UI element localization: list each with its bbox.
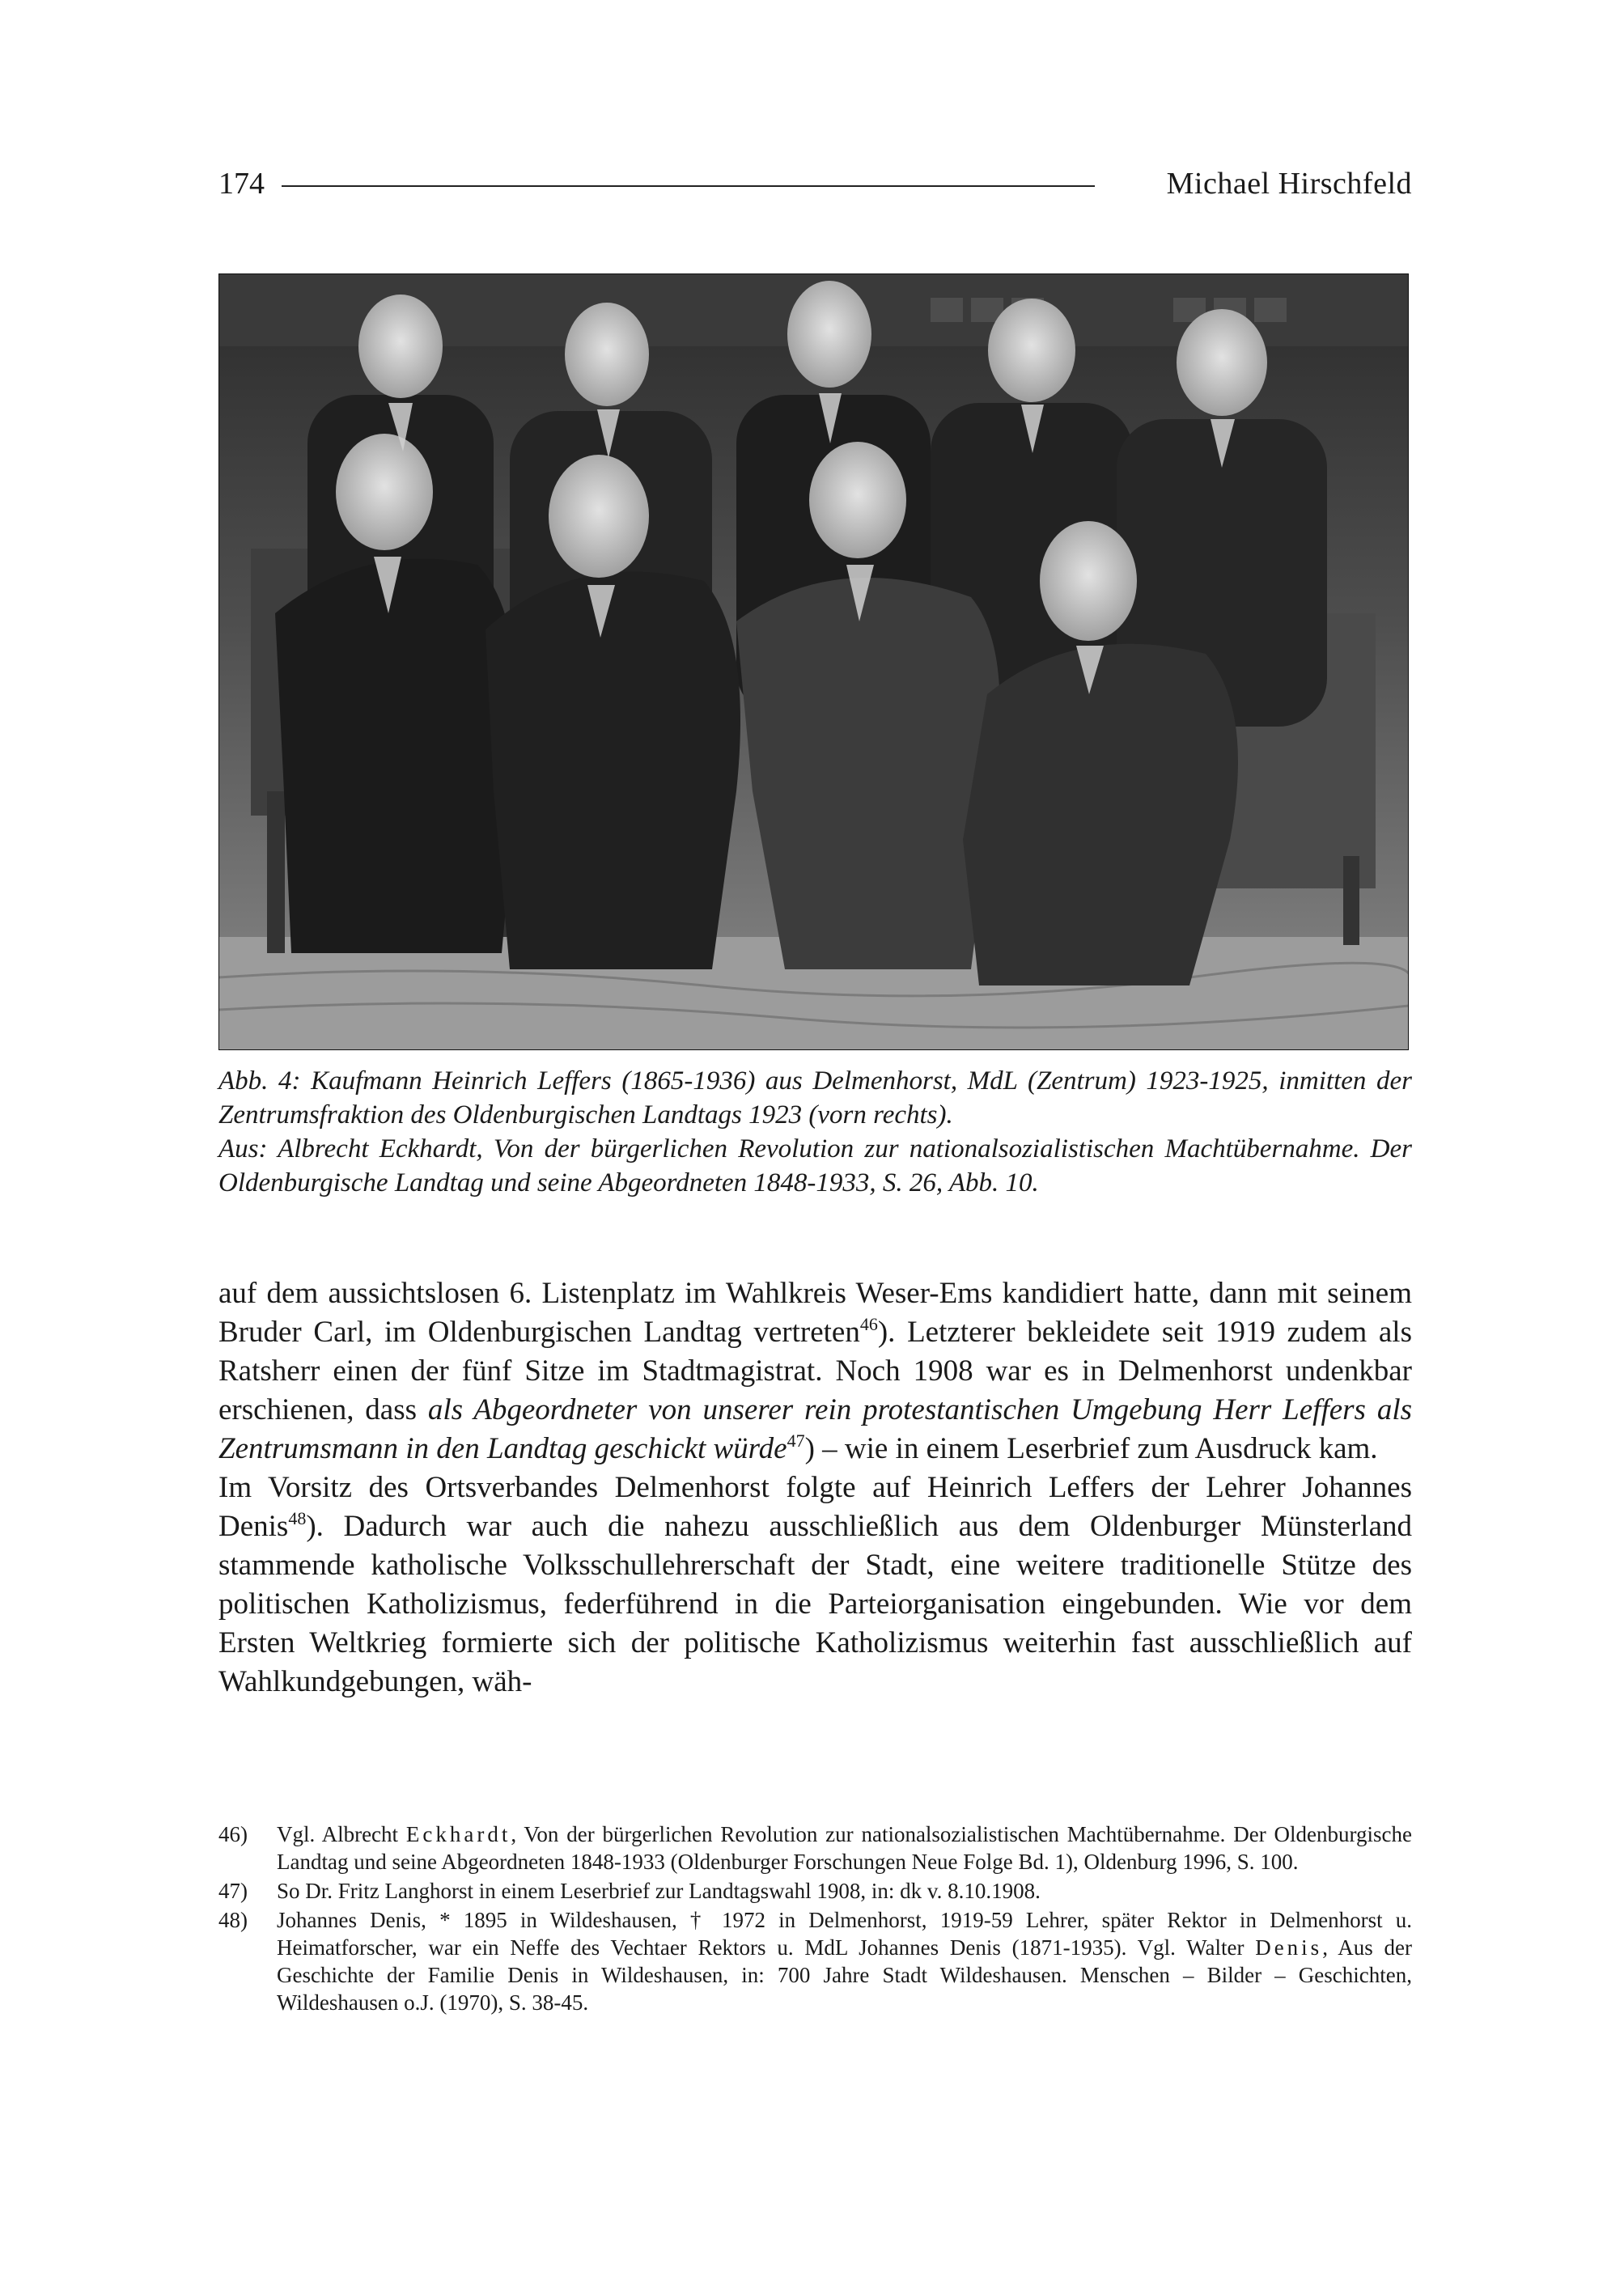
- footnote-ref-48: 48: [288, 1508, 307, 1528]
- paragraph-2: Im Vorsitz des Ortsverbandes Delmenhorst folgte auf Heinrich Leffers der Lehrer Johannes Denis$^{48}$). Dadurch war auch die nahezu ausschließlich aus dem Oldenburger Münsterland stammende katholische Volksschullehrerschaft der Stadt, eine weitere traditionelle Stütze des politischen Katholizismus, federführend in die Parteiorganisation eingebunden. Wie vor dem Ersten Weltkrieg formierte sich der politische Katholizismus weiterhin fast ausschließlich auf Wahlkundgebungen, wäh-: [218, 1471, 1412, 1698]
- footnote-47: 47) So Dr. Fritz Langhorst in einem Leserbrief zur Landtagswahl 1908, in: dk v. 8.10.1908.: [218, 1879, 1041, 1903]
- footnote-46: 46) Vgl. Albrecht Eckhardt, Von der bürgerlichen Revolution zur nationalsozialistischen Machtübernahme. Der Oldenburgische Landtag und seine Abgeordneten 1848-1933 (Oldenburger Forschungen Neue Folge Bd. 1), Oldenburg 1996, S. 100.: [218, 1822, 1412, 1874]
- footnotes: [218, 1820, 1412, 2018]
- running-header: [218, 166, 1412, 211]
- footnote-ref-46: 46: [859, 1314, 878, 1334]
- page-number: 174: [218, 167, 265, 201]
- footnote-ref-47: 47: [787, 1430, 805, 1451]
- body-text: [218, 1274, 1412, 1702]
- running-head-author: Michael Hirschfeld: [1166, 167, 1412, 201]
- footnote-48: 48) Johannes Denis, * 1895 in Wildeshausen, † 1972 in Delmenhorst, 1919-59 Lehrer, später Rektor in Delmenhorst u. Heimatforscher, war ein Neffe des Vechtaer Rektors u. MdL Johannes Denis (1871-1935). Vgl. Walter Denis, Aus der Geschichte der Familie Denis in Wildeshausen, in: 700 Jahre Stadt Wildeshausen. Menschen – Bilder – Geschichten, Wildeshausen o.J. (1970), S. 38-45.: [218, 1908, 1412, 2015]
- footnote-number: 46): [218, 1822, 248, 1846]
- group-photo: [218, 273, 1409, 1050]
- quotation: als Abgeordneter von unserer rein protestantischen Umgebung Herr Leffers als Zentrumsmann in den Landtag geschickt würde: [218, 1393, 1412, 1465]
- figure-caption: [218, 1064, 1412, 1200]
- footnote-number: 47): [218, 1879, 248, 1903]
- group-photo-image: [218, 273, 1409, 1050]
- caption-description: Abb. 4: Kaufmann Heinrich Leffers (1865-1936) aus Delmenhorst, MdL (Zentrum) 1923-1925, inmitten der Zentrumsfraktion des Oldenburgischen Landtags 1923 (vorn rechts).: [218, 1066, 1412, 1130]
- paragraph-1: auf dem aussichtslosen 6. Listenplatz im Wahlkreis Weser-Ems kandidiert hatte, dann mit seinem Bruder Carl, im Oldenburgischen Landtag vertreten$^{46}$). Letzterer bekleidete seit 1919 zudem als Ratsherr einen der fünf Sitze im Stadtmagistrat. Noch 1908 war es in Delmenhorst undenkbar erschienen, dass als Abgeordneter von unserer rein protestantischen Umgebung Herr Leffers als Zentrumsmann in den Landtag geschickt würde$^{47}$) – wie in einem Leserbrief zum Ausdruck kam.: [218, 1277, 1412, 1465]
- author-name: Denis: [1255, 1935, 1323, 1960]
- author-name: Eckhardt: [405, 1822, 511, 1846]
- caption-source: Aus: Albrecht Eckhardt, Von der bürgerlichen Revolution zur nationalsozialistischen Machtübernahme. Der Oldenburgische Landtag und seine Abgeordneten 1848-1933, S. 26, Abb. 10.: [218, 1134, 1412, 1197]
- header-rule: [282, 185, 1095, 187]
- footnote-number: 48): [218, 1908, 248, 1932]
